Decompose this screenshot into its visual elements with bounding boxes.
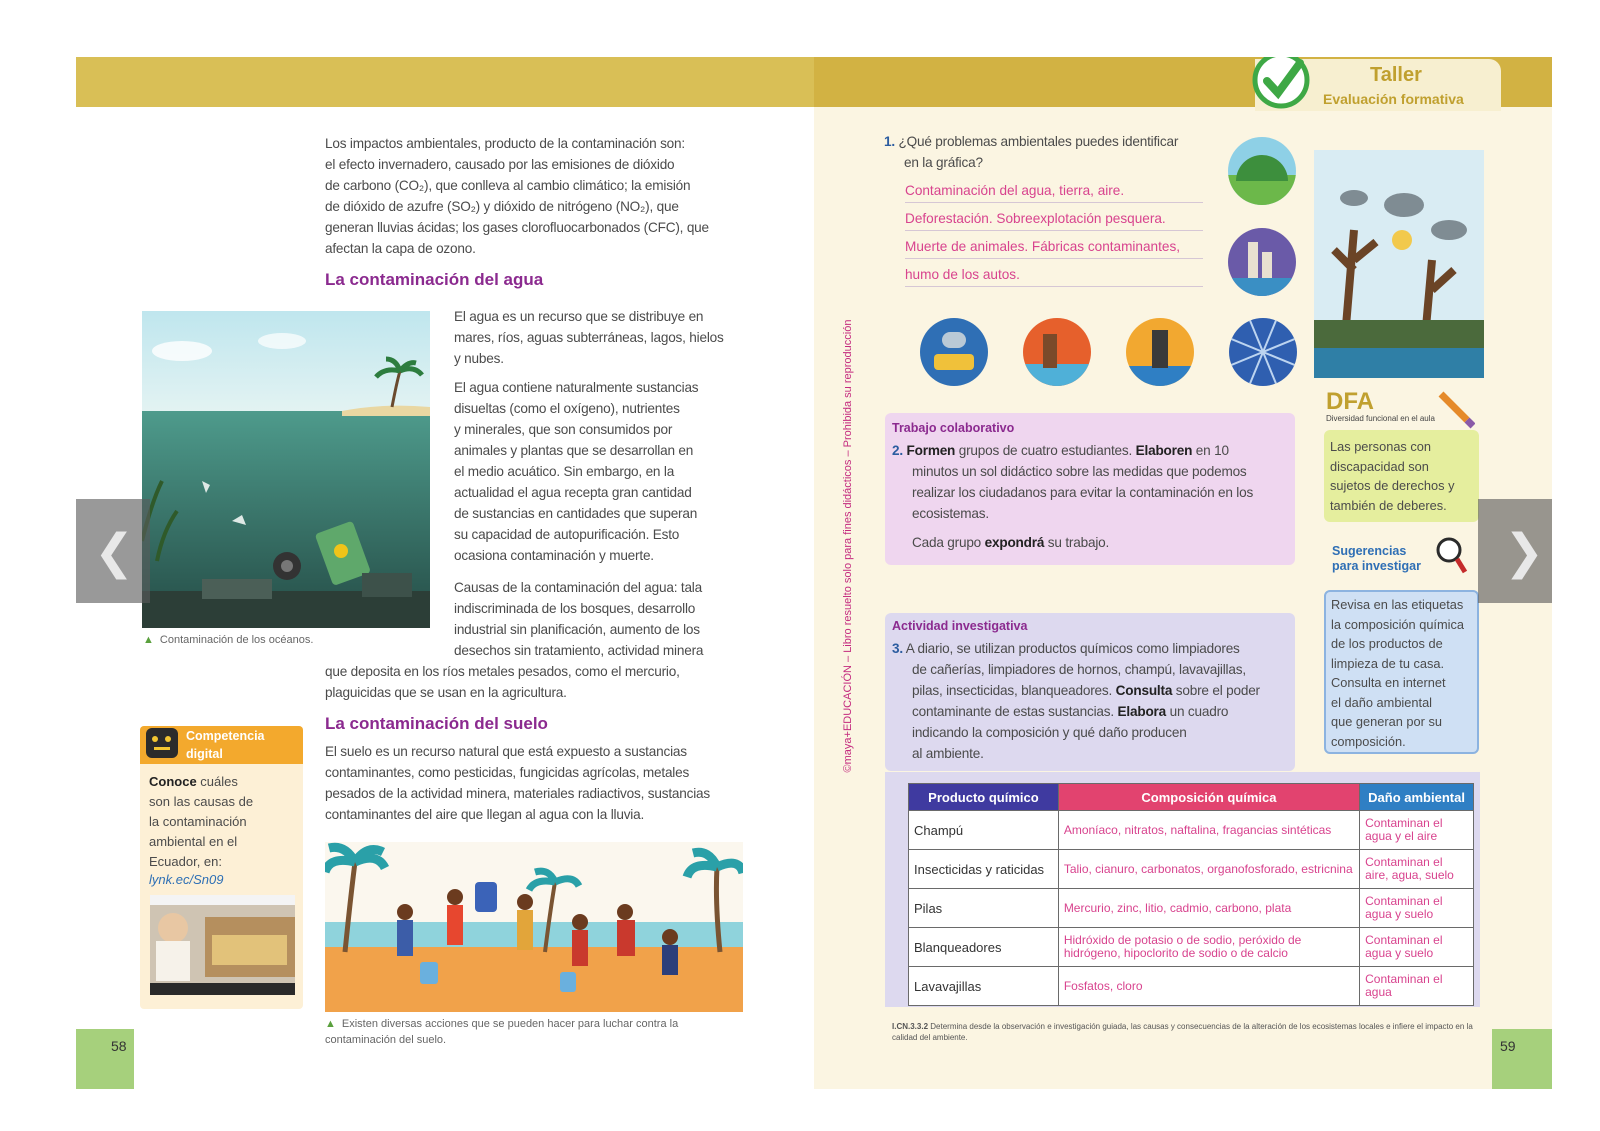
magnifier-icon <box>1434 536 1468 576</box>
composition-cell: Fosfatos, cloro <box>1058 967 1359 1006</box>
chevron-right-icon: ❯ <box>1504 524 1545 580</box>
intro-paragraph: Los impactos ambientales, producto de la contaminación son: el efecto invernadero, causado por las emisiones de dióxido de carbono (CO₂), que conlleva al cambio climático; la emisión de dióxido de azufre (SO₂) y dióxido de nitrógeno (NO₂), que generan lluvias ácidas; los gases clorofluocarbonados (CFC), que afectan la capa de ozono. <box>325 136 709 256</box>
water-heading: La contaminación del agua <box>325 270 544 289</box>
vertical-credit: ©maya+EDUCACIÓN – Libro resuelto solo para fines didácticos – Prohibida su reproducción <box>842 319 854 773</box>
taller-subtitle: Evaluación formativa <box>1323 91 1464 107</box>
table-row <box>909 967 1474 1006</box>
car-smoke-icon <box>920 318 988 386</box>
factory-icon <box>1228 228 1296 296</box>
table-row <box>909 928 1474 967</box>
caption-marker-icon: ▲ <box>325 1018 336 1030</box>
beach-cleanup-illustration <box>325 842 743 1012</box>
table-row <box>909 850 1474 889</box>
damage-cell: Contaminan el agua y suelo <box>1360 928 1474 967</box>
ocean-pollution-illustration <box>142 311 430 628</box>
table-header-row <box>909 784 1474 811</box>
damage-cell: Contaminan el aire, agua, suelo <box>1360 850 1474 889</box>
product-cell: Champú <box>909 811 1059 850</box>
water-paragraph-3: Causas de la contaminación del agua: tala indiscriminada de los bosques, desarrollo industrial sin planificación, aumento de los desechos sin tratamiento, actividad minera <box>454 580 704 658</box>
taller-title: Taller <box>1370 64 1422 86</box>
question-1-answers <box>905 181 1203 287</box>
competencia-digital-link[interactable]: lynk.ec/Sn09 <box>149 872 224 887</box>
chemical-products-table <box>908 783 1474 1006</box>
next-page-button[interactable] <box>1478 499 1552 603</box>
trabajo-colaborativo-label: Trabajo colaborativo <box>892 421 1015 435</box>
right-page-number: 59 <box>1500 1038 1516 1054</box>
column-header: Composición química <box>1058 784 1359 811</box>
chevron-left-icon: ❮ <box>94 524 135 580</box>
checkmark-icon <box>1250 57 1312 112</box>
question-1: 1. ¿Qué problemas ambientales puedes identificar en la gráfica? <box>884 134 1179 170</box>
soil-paragraph: El suelo es un recurso natural que está expuesto a sustancias contaminantes, como pesticidas, fungicidas agrícolas, metales pesados de la actividad minera, materiales radiactivos, sustancias contaminantes del aire que llegan al agua con la lluvia. <box>325 744 710 822</box>
column-header: Producto químico <box>909 784 1059 811</box>
answer-line: Muerte de animales. Fábricas contaminantes, <box>905 237 1203 259</box>
column-header: Daño ambiental <box>1360 784 1474 811</box>
damage-cell: Contaminan el agua <box>1360 967 1474 1006</box>
dfa-text: Las personas con discapacidad son sujetos de derechos y también de deberes. <box>1330 439 1455 513</box>
competencia-digital-text: Conoce cuáles son las causas de la contaminación ambiental en el Ecuador, en: <box>149 774 254 869</box>
oil-rig-icon <box>1126 318 1194 386</box>
ocean-caption: ▲ Contaminación de los océanos. <box>143 634 314 646</box>
deforestation-illustration <box>1314 150 1484 378</box>
footnote: I.CN.3.3.2 Determina desde la observación e investigación guiada, las causas y consecuencias de la alteración de los ecosistemas locales e infiere el impacto en la calidad del ambiente. <box>892 1022 1473 1042</box>
pencil-icon <box>1437 390 1475 420</box>
product-cell: Pilas <box>909 889 1059 928</box>
damage-cell: Contaminan el agua y el aire <box>1360 811 1474 850</box>
composition-cell: Mercurio, zinc, litio, cadmio, carbono, plata <box>1058 889 1359 928</box>
soil-heading: La contaminación del suelo <box>325 714 548 733</box>
sugerencias-text: Revisa en las etiquetas la composición química de los productos de limpieza de tu casa. Consulta en internet el daño ambiental que generan por su composición. <box>1331 597 1465 749</box>
product-cell: Lavavajillas <box>909 967 1059 1006</box>
dfa-title: DFA <box>1326 388 1374 415</box>
composition-cell: Talio, cianuro, carbonatos, organofosforado, estricnina <box>1058 850 1359 889</box>
previous-page-button[interactable] <box>76 499 150 603</box>
water-paragraph-1: El agua es un recurso que se distribuye en mares, ríos, aguas subterráneas, lagos, hielos y nubes. <box>454 309 724 366</box>
product-cell: Blanqueadores <box>909 928 1059 967</box>
competencia-digital-title: Competencia digital <box>186 729 265 761</box>
fishing-net-icon <box>1229 318 1297 386</box>
question-3: 3. A diario, se utilizan productos químicos como limpiadores de cañerías, limpiadores de hornos, champú, lavavajillas, pilas, insecticidas, blanqueadores. Consulta sobre el poder contaminante de estas sustancias. Elabora un cuadro indicando la composición y qué daño producen al ambiente. <box>892 641 1260 761</box>
water-paragraph-3-continued: que deposita en los ríos metales pesados, como el mercurio, plaguicidas que se usan en la agricultura. <box>325 664 680 700</box>
water-paragraph-2: El agua contiene naturalmente sustancias disueltas (como el oxígeno), nutrientes y minerales, que son consumidos por animales y plantas que se desarrollan en el medio acuático. Sin embargo, en la actualidad el agua recepta gran cantidad de sustancias en cantidades que superan su capacidad de autopurificación. Esto ocasiona contaminación y muerte. <box>454 380 699 563</box>
damage-cell: Contaminan el agua y suelo <box>1360 889 1474 928</box>
question-2: 2. Formen grupos de cuatro estudiantes. Elaboren en 10 minutos un sol didáctico sobre las medidas que podemos realizar los ciudadanos para evitar la contaminación en los ecosistemas. Cada grupo expondrá su trabajo. <box>892 443 1254 550</box>
table-row <box>909 811 1474 850</box>
caption-marker-icon: ▲ <box>143 634 154 646</box>
answer-line: Deforestación. Sobreexplotación pesquera. <box>905 209 1203 231</box>
robot-icon <box>146 728 178 758</box>
composition-cell: Amoníaco, nitratos, naftalina, fragancias sintéticas <box>1058 811 1359 850</box>
composition-cell: Hidróxido de potasio o de sodio, peróxido de hidrógeno, hipoclorito de sodio o de calcio <box>1058 928 1359 967</box>
video-thumbnail[interactable] <box>150 895 295 995</box>
answer-line: Contaminación del agua, tierra, aire. <box>905 181 1203 203</box>
actividad-investigativa-label: Actividad investigativa <box>892 619 1028 633</box>
left-header-band <box>76 57 814 107</box>
dfa-subtitle: Diversidad funcional en el aula <box>1326 414 1435 423</box>
product-cell: Insecticidas y raticidas <box>909 850 1059 889</box>
answer-line: humo de los autos. <box>905 265 1203 287</box>
pipe-discharge-icon <box>1023 318 1091 386</box>
table-row <box>909 889 1474 928</box>
beach-caption: ▲ Existen diversas acciones que se pueden hacer para luchar contra la contaminación del suelo. <box>325 1018 679 1046</box>
sugerencias-title: Sugerencias para investigar <box>1332 544 1421 573</box>
forest-icon <box>1228 137 1296 205</box>
left-page-number: 58 <box>111 1038 127 1054</box>
